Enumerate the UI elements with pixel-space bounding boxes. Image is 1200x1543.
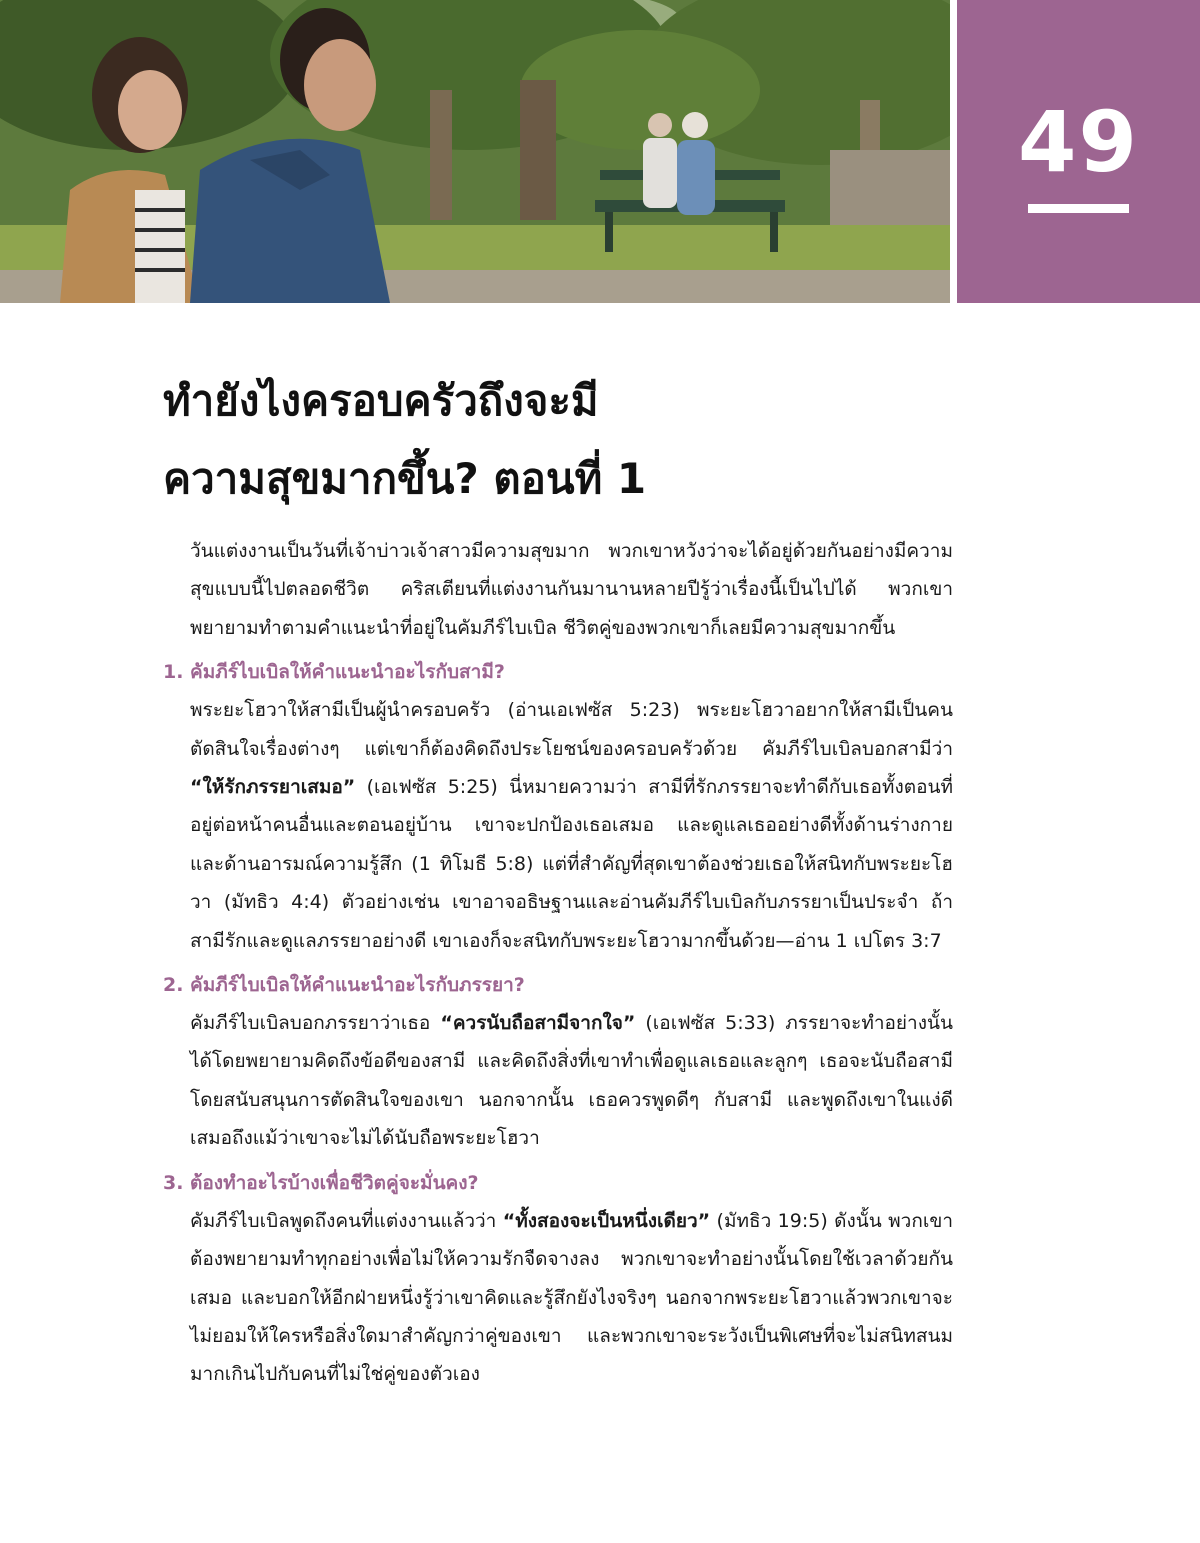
- page-title-line-1: ทำยังไงครอบครัวถึงจะมี: [163, 376, 599, 425]
- question-3-paragraph: [190, 1202, 953, 1394]
- article-body: [163, 532, 953, 1394]
- question-2-heading: 2. คัมภีร์ไบเบิลให้คำแนะนำอะไรกับภรรยา?: [163, 974, 525, 997]
- question-3-text-before: คัมภีร์ไบเบิลพูดถึงคนที่แต่งงานแล้วว่า: [190, 1209, 503, 1232]
- question-1-heading: 1. คัมภีร์ไบเบิลให้คำแนะนำอะไรกับสามี?: [163, 661, 505, 684]
- question-1-text-before: พระยะโฮวาให้สามีเป็นผู้นำครอบครัว (อ่านเอเฟซัส 5:23) พระยะโฮวาอยากให้สามีเป็นคนตัดสินใจเรื่องต่างๆ แต่เขาก็ต้องคิดถึงประโยชน์ของครอบครัวด้วย คัมภีร์ไบเบิลบอกสามีว่า: [190, 699, 953, 760]
- question-3-text-after: (มัทธิว 19:5) ดังนั้น พวกเขาต้องพยายามทำทุกอย่างเพื่อไม่ให้ความรักจืดจางลง พวกเขาจะทำอย่างนั้นโดยใช้เวลาด้วยกันเสมอ และบอกให้อีกฝ่ายหนึ่งรู้ว่าเขาคิดและรู้สึกยังไงจริงๆ นอกจากพระยะโฮวาแล้วพวกเขาจะไม่ยอมให้ใครหรือสิ่งใดมาสำคัญกว่าคู่ของเขา และพวกเขาจะระวังเป็นพิเศษที่จะไม่สนิทสนมมากเกินไปกับคนที่ไม่ใช่คู่ของตัวเอง: [190, 1209, 953, 1386]
- question-2-text-before: คัมภีร์ไบเบิลบอกภรรยาว่าเธอ: [190, 1012, 441, 1035]
- question-2-text-after: (เอเฟซัส 5:33) ภรรยาจะทำอย่างนั้นได้โดยพยายามคิดถึงข้อดีของสามี และคิดถึงสิ่งที่เขาทำเพื่อดูแลเธอและลูกๆ เธอจะนับถือสามีโดยสนับสนุนการตัดสินใจของเขา นอกจากนั้น เธอควรพูดดีๆ กับสามี และพูดถึงเขาในแง่ดีเสมอถึงแม้ว่าเขาจะไม่ได้นับถือพระยะโฮวา: [190, 1012, 953, 1150]
- page-title-line-2: ความสุขมากขึ้น? ตอนที่ 1: [163, 454, 647, 503]
- chapter-number: 49: [1018, 93, 1139, 191]
- hero-photo-illustration: [0, 0, 950, 303]
- page-title: [163, 362, 963, 518]
- intro-paragraph: วันแต่งงานเป็นวันที่เจ้าบ่าวเจ้าสาวมีความสุขมาก พวกเขาหวังว่าจะได้อยู่ด้วยกันอย่างมีความสุขแบบนี้ไปตลอดชีวิต คริสเตียนที่แต่งงานกันมานานหลายปีรู้ว่าเรื่องนี้เป็นไปได้ พวกเขาพยายามทำตามคำแนะนำที่อยู่ในคัมภีร์ไบเบิล ชีวิตคู่ของพวกเขาก็เลยมีความสุขมากขึ้น: [190, 540, 953, 639]
- question-2-quote: “ควรนับถือสามีจากใจ”: [440, 1012, 636, 1035]
- chapter-underline: [1028, 204, 1129, 213]
- question-1-paragraph: [190, 691, 953, 960]
- question-1-quote: “ให้รักภรรยาเสมอ”: [190, 776, 356, 799]
- question-3-quote: “ทั้งสองจะเป็นหนึ่งเดียว”: [502, 1209, 711, 1232]
- chapter-badge: [957, 0, 1200, 303]
- question-3-heading: 3. ต้องทำอะไรบ้างเพื่อชีวิตคู่จะมั่นคง?: [163, 1171, 479, 1194]
- hero-photo: [0, 0, 950, 303]
- question-2-paragraph: [190, 1004, 953, 1158]
- question-1-text-after: (เอเฟซัส 5:25) นี่หมายความว่า สามีที่รักภรรยาจะทำดีกับเธอทั้งตอนที่อยู่ต่อหน้าคนอื่นและตอนอยู่บ้าน เขาจะปกป้องเธอเสมอ และดูแลเธออย่างดีทั้งด้านร่างกายและด้านอารมณ์ความรู้สึก (1 ทิโมธี 5:8) แต่ที่สำคัญที่สุดเขาต้องช่วยเธอให้สนิทกับพระยะโฮวา (มัทธิว 4:4) ตัวอย่างเช่น เขาอาจอธิษฐานและอ่านคัมภีร์ไบเบิลกับภรรยาเป็นประจำ ถ้าสามีรักและดูแลภรรยาอย่างดี เขาเองก็จะสนิทกับพระยะโฮวามากขึ้นด้วย—อ่าน 1 เปโตร 3:7: [190, 776, 953, 952]
